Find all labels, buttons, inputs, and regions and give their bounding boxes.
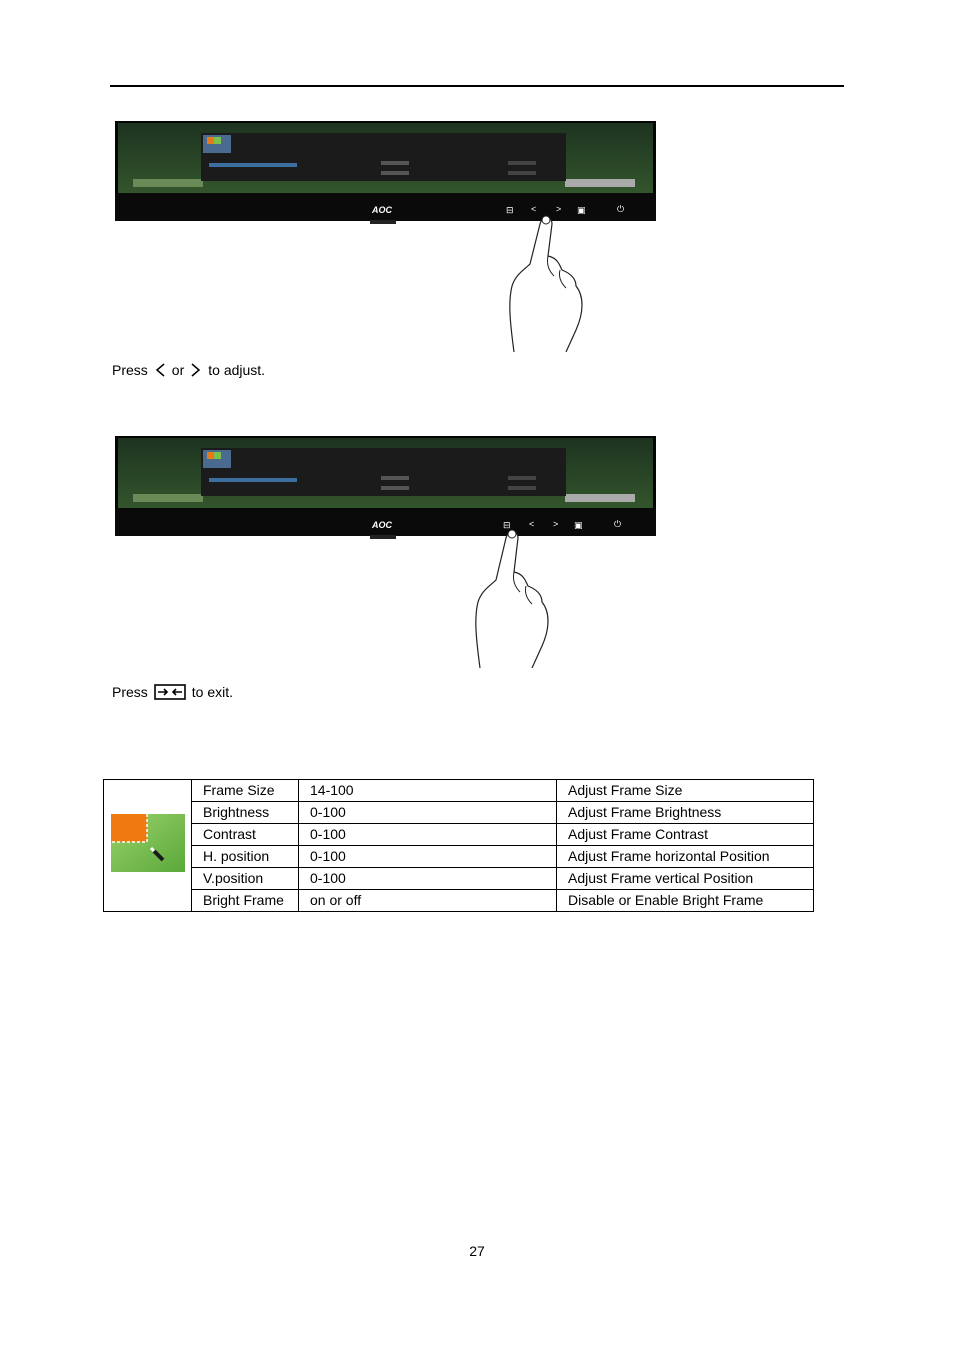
table-cell-description: Adjust Frame Size	[557, 780, 814, 802]
header-rule	[110, 85, 844, 87]
menu-exit-icon	[154, 683, 186, 701]
monitor-menu-button-icon: ⊟	[506, 205, 514, 215]
table-cell-item: Brightness	[192, 802, 299, 824]
table-cell-range: 14-100	[299, 780, 557, 802]
monitor-power-button-icon: ⏻	[617, 204, 625, 214]
table-cell-description: Adjust Frame horizontal Position	[557, 846, 814, 868]
table-cell-range: 0-100	[299, 824, 557, 846]
instruction-adjust	[112, 362, 265, 378]
monitor-auto-button-icon: ▣	[577, 205, 586, 215]
pointing-hand-icon	[500, 212, 590, 352]
table-cell-item: Bright Frame	[192, 890, 299, 912]
page-number: 27	[469, 1243, 485, 1259]
instruction-press-label: Press	[112, 362, 148, 378]
table-cell-description: Disable or Enable Bright Frame	[557, 890, 814, 912]
monitor-left-button-icon: <	[529, 519, 535, 529]
chevron-left-icon	[154, 362, 166, 378]
monitor-auto-button-icon: ▣	[574, 520, 583, 530]
monitor-brand-logo: AOC	[372, 205, 392, 215]
table-cell-item: Contrast	[192, 824, 299, 846]
monitor-photo-adjust	[115, 121, 656, 224]
table-cell-item: H. position	[192, 846, 299, 868]
monitor-power-button-icon: ⏻	[614, 519, 622, 529]
table-row	[104, 868, 814, 890]
table-cell-range: 0-100	[299, 802, 557, 824]
pointing-hand-icon	[466, 526, 556, 668]
table-row	[104, 802, 814, 824]
instruction-or-label: or	[171, 362, 185, 378]
instruction-adjust-label: to adjust.	[208, 362, 266, 378]
monitor-photo-exit	[115, 436, 656, 539]
table-cell-description: Adjust Frame Brightness	[557, 802, 814, 824]
table-cell-range: 0-100	[299, 846, 557, 868]
table-cell-description: Adjust Frame vertical Position	[557, 868, 814, 890]
table-cell-range: 0-100	[299, 868, 557, 890]
table-row	[104, 890, 814, 912]
monitor-right-button-icon: >	[556, 204, 562, 214]
monitor-left-button-icon: <	[531, 204, 537, 214]
table-row	[104, 780, 814, 802]
table-row	[104, 846, 814, 868]
monitor-brand-logo: AOC	[372, 520, 392, 530]
chevron-right-icon	[190, 362, 202, 378]
table-cell-range: on or off	[299, 890, 557, 912]
monitor-right-button-icon: >	[553, 519, 559, 529]
instruction-exit	[112, 683, 233, 701]
table-row	[104, 824, 814, 846]
table-cell-item: V.position	[192, 868, 299, 890]
table-icon-cell	[104, 780, 192, 912]
bright-frame-settings-table	[103, 779, 814, 912]
instruction-press-label: Press	[112, 684, 148, 700]
instruction-exit-label: to exit.	[191, 684, 234, 700]
picture-boost-icon	[111, 814, 185, 872]
table-cell-item: Frame Size	[192, 780, 299, 802]
monitor-menu-button-icon: ⊟	[503, 520, 511, 530]
table-cell-description: Adjust Frame Contrast	[557, 824, 814, 846]
